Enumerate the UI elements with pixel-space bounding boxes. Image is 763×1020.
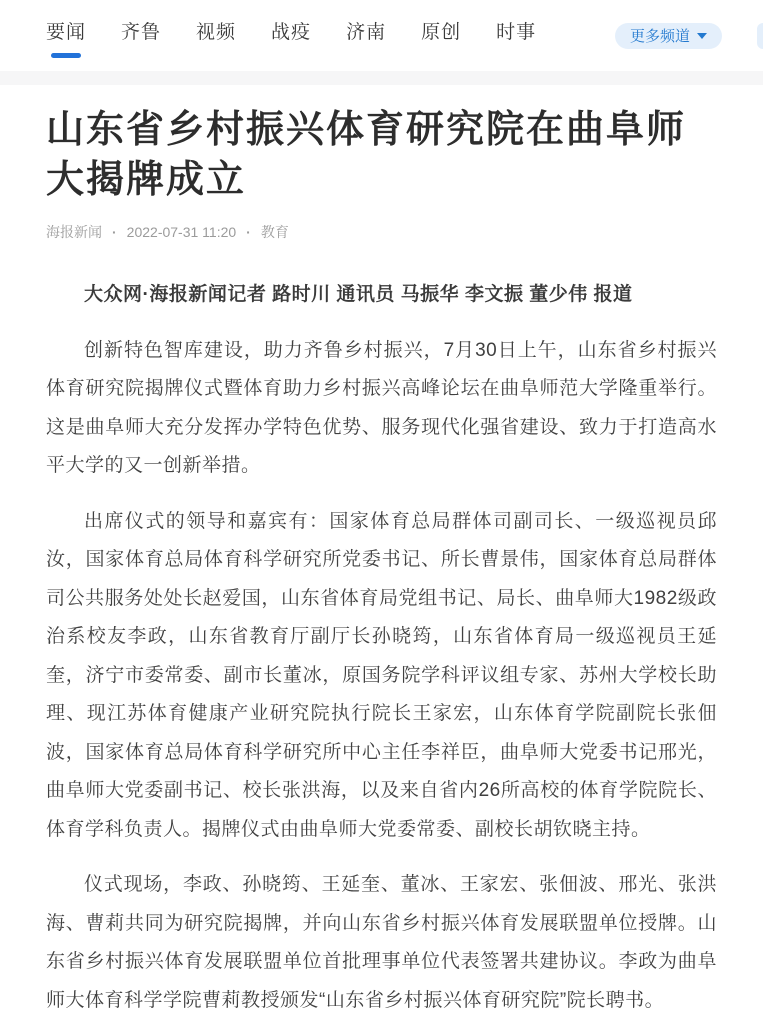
tab-label: 战疫 [271,22,312,43]
nav-divider [0,71,763,85]
tab-label: 齐鲁 [121,22,162,43]
tab-label: 时事 [496,22,537,43]
more-channels-label: 更多频道 [629,28,690,45]
tab-underline [501,53,531,58]
tab-zhanyi[interactable] [271,0,311,71]
source-name[interactable]: 海报新闻 [46,224,102,240]
tab-label: 要闻 [46,22,87,43]
channel-nav [0,0,763,71]
tab-label: 济南 [346,22,387,43]
tab-label: 视频 [196,22,237,43]
meta-dot: · [246,224,251,240]
article-body [46,276,717,1020]
tab-underline [426,53,456,58]
tab-video[interactable] [196,0,236,71]
tab-qilu[interactable] [121,0,161,71]
article [46,105,717,1020]
channel-tabs [46,0,536,71]
tab-jinan[interactable] [346,0,386,71]
more-channels-button[interactable] [615,23,722,49]
article-title: 山东省乡村振兴体育研究院在曲阜师大揭牌成立 [46,109,687,201]
tab-underline [126,53,156,58]
reporter-byline: 大众网·海报新闻记者 路时川 通讯员 马振华 李文振 董少伟 报道 [84,284,633,305]
tab-yuanchuang[interactable] [421,0,461,71]
meta-dot: · [112,224,117,240]
tab-shishi[interactable] [496,0,536,71]
tab-underline [351,53,381,58]
article-meta [46,222,717,242]
publish-datetime: 2022-07-31 11:20 [126,224,237,240]
tab-underline [201,53,231,58]
paragraph: 仪式现场，李政、孙晓筠、王延奎、董冰、王家宏、张佃波、邢光、张洪海、曹莉共同为研究院揭牌，并向山东省乡村振兴体育发展联盟单位授牌。山东省乡村振兴体育发展联盟单位首批理事单位代表签署共建协议。李政为曲阜师大体育科学学院曹莉教授颁发“山东省乡村振兴体育研究院”院长聘书。 [46,874,717,1011]
paragraph: 创新特色智库建设，助力齐鲁乡村振兴，7月30日上午，山东省乡村振兴体育研究院揭牌仪式暨体育助力乡村振兴高峰论坛在曲阜师范大学隆重举行。这是曲阜师大充分发挥办学特色优势、服务现代化强省建设、致力于打造高水平大学的又一创新举措。 [46,339,717,476]
paragraph: 出席仪式的领导和嘉宾有：国家体育总局群体司副司长、一级巡视员邱汝，国家体育总局体育科学研究所党委书记、所长曹景伟，国家体育总局群体司公共服务处处长赵爱国，山东省体育局党组书记、局长、曲阜师大1982级政治系校友李政，山东省教育厅副厅长孙晓筠，山东省体育局一级巡视员王延奎，济宁市委常委、副市长董冰，原国务院学科评议组专家、苏州大学校长助理、现江苏体育健康产业研究院执行院长王家宏，山东体育学院副院长张佃波，国家体育总局体育科学研究所中心主任李祥臣，曲阜师大党委书记邢光，曲阜师大党委副书记、校长张洪海，以及来自省内26所高校的体育学院院长、体育学科负责人。揭牌仪式由曲阜师大党委常委、副校长胡钦晓主持。 [46,510,717,840]
tab-underline [276,53,306,58]
clipped-pill-edge [757,23,763,49]
tab-yaowen[interactable] [46,0,86,71]
category-label[interactable]: 教育 [260,224,289,240]
chevron-down-icon [697,33,707,39]
active-tab-indicator [51,53,81,58]
tab-label: 原创 [421,22,462,43]
